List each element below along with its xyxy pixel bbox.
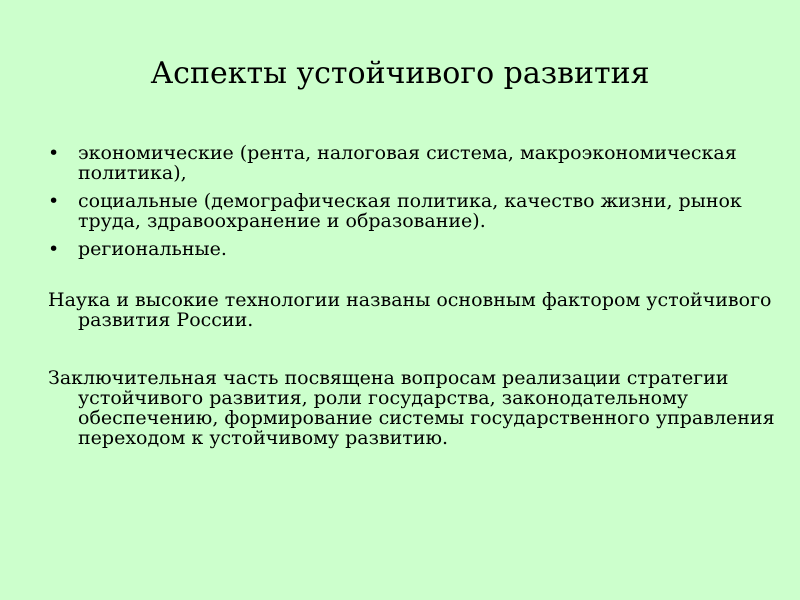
paragraph-conclusion: Заключительная часть посвящена вопросам реализации стратегии устойчивого развития, роли государства, законодательному обеспечению, формирование системы государственного управления переходом к устойчивому развитию. — [48, 367, 775, 449]
bullet-text: социальные (демографическая политика, качество жизни, рынок труда, здравоохранение и образование). — [78, 190, 742, 232]
bullet-item-economic — [48, 143, 768, 183]
slide-title: Аспекты устойчивого развития — [150, 56, 650, 91]
bullet-item-regional — [48, 239, 768, 259]
bullet-text: региональные. — [78, 238, 227, 260]
bullet-marker-icon: • — [48, 190, 60, 212]
bullet-list — [48, 143, 768, 267]
bullet-marker-icon: • — [48, 238, 60, 260]
paragraph-science: Наука и высокие технологии названы основным фактором устойчивого развития России. — [48, 289, 772, 331]
bullet-marker-icon: • — [48, 142, 60, 164]
bullet-item-social — [48, 191, 768, 231]
bullet-text: экономические (рента, налоговая система, макроэкономическая политика), — [78, 142, 737, 184]
